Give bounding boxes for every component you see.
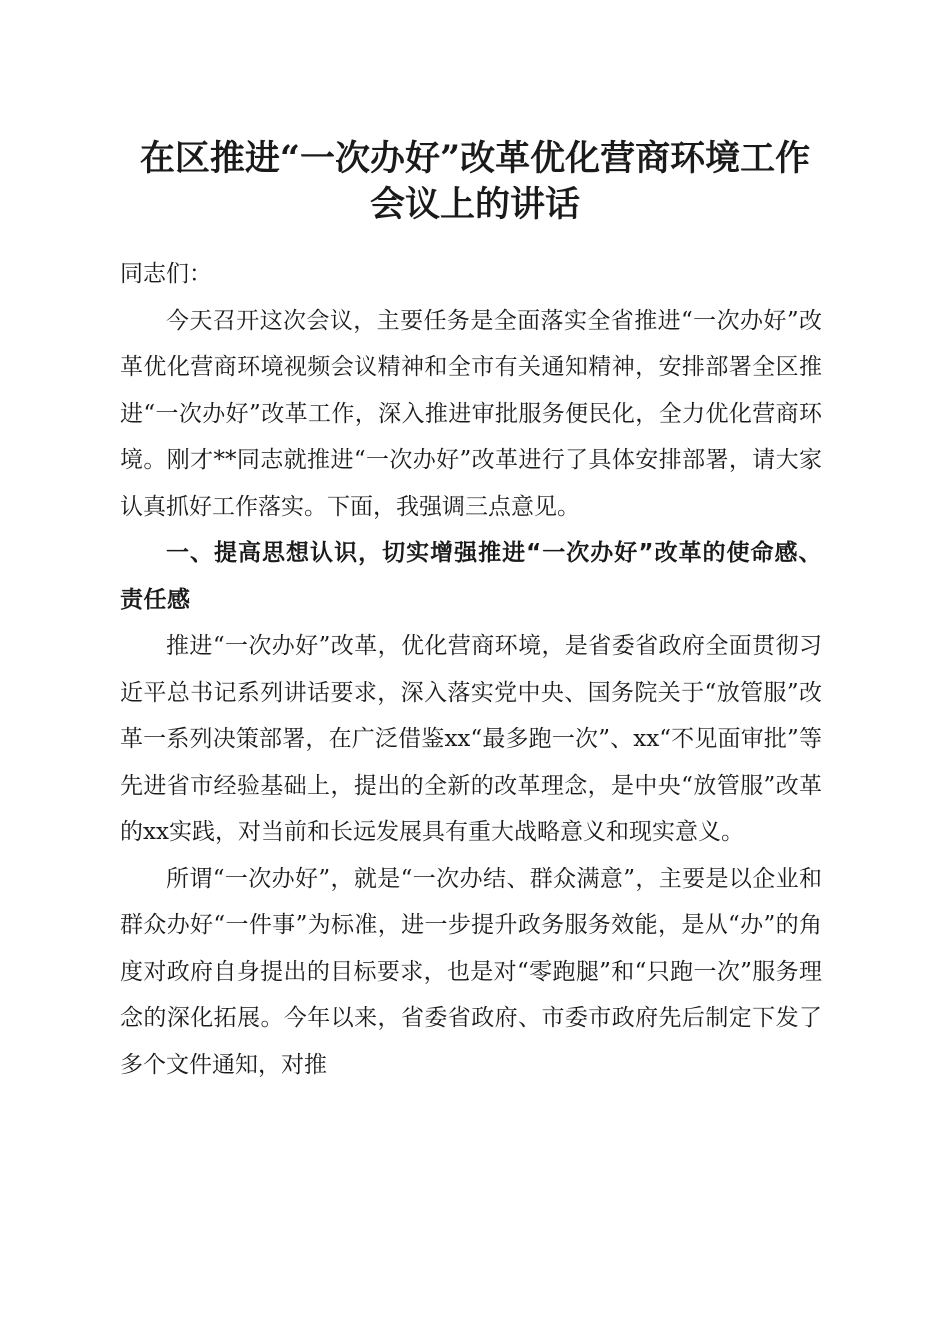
paragraph-reform-significance: 推进“一次办好”改革，优化营商环境，是省委省政府全面贯彻习近平总书记系列讲话要求，深入落实党中央、国务院关于“放管服”改革一系列决策部署，在广泛借鉴xx“最多跑一次”、xx“不见面审批”等先进省市经验基础上，提出的全新的改革理念，是中央“放管服”改革的xx实践，对当前和长远发展具有重大战略意义和现实意义。 bbox=[120, 633, 822, 845]
paragraph-one-time-definition: 所谓“一次办好”，就是“一次办结、群众满意”，主要是以企业和群众办好“一件事”为标准，进一步提升政务服务效能，是从“办”的角度对政府自身提出的目标要求，也是对“零跑腿”和“只跑一次”服务理念的深化拓展。今年以来，省委省政府、市委市政府先后制定下发了多个文件通知，对推 bbox=[120, 865, 822, 1078]
paragraph-intro: 今天召开这次会议，主要任务是全面落实全省推进“一次办好”改革优化营商环境视频会议精神和全市有关通知精神，安排部署全区推进“一次办好”改革工作，深入推进审批服务便民化，全力优化营商环境。刚才**同志就推进“一次办好”改革进行了具体安排部署，请大家认真抓好工作落实。下面，我强调三点意见。 bbox=[120, 307, 822, 520]
salutation: 同志们： bbox=[120, 261, 212, 287]
document-body bbox=[120, 251, 822, 1088]
title-line-1: 在区推进“一次办好”改革优化营商环境工作 bbox=[139, 138, 811, 179]
section-heading-1: 一、提高思想认识，切实增强推进“一次办好”改革的使命感、责任感 bbox=[120, 540, 822, 613]
document-title bbox=[100, 136, 850, 228]
title-line-2: 会议上的讲话 bbox=[369, 184, 580, 225]
